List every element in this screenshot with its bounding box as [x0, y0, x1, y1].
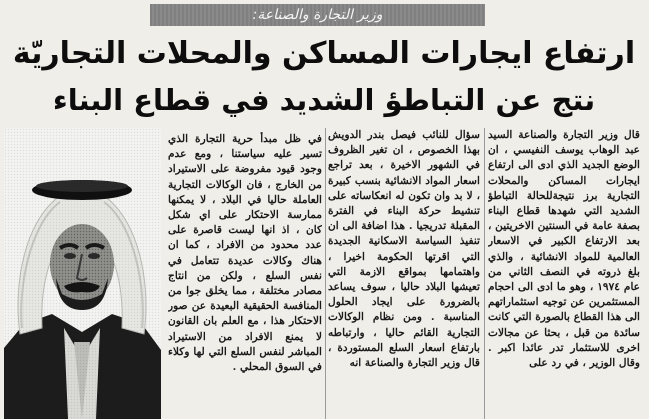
kicker-banner: وزير التجارة والصناعة: [150, 4, 485, 26]
article-column-1 [488, 128, 640, 419]
article-column-2 [328, 128, 480, 419]
minister-portrait-photo [4, 128, 161, 419]
article-text-column-3: في ظل مبدأ حرية التجارة الذي تسير عليه سياستنا ، ومع عدم وجود قيود مفروضة على الاستيراد من الخارج ، فان الوكالات التجارية العاملة حاليا في البلاد ، لا يمكنها ممارسة الاحتكار على اي شكل كان ، اذ انها ليست قاصرة على عدد محدود من الافراد ، كما ان هناك وكالات عديدة تتعامل في نفس السلع ، ولكن من انتاج مصادر مختلفة ، مما يخلق جوا من المنافسة الحقيقية البعيدة عن صور الاحتكار هذا ، مع العلم بان القانون لا يمنع الافراد من الاستيراد المباشر لنفس السلع التي لها وكلاء في السوق المحلي . [168, 133, 322, 374]
headline-line-2: نتج عن التباطؤ الشديد في قطاع البناء [52, 83, 596, 117]
headline-line-1: ارتفاع ايجارات المساكن والمحلات التجاريّة [12, 36, 636, 71]
column-divider [325, 128, 326, 419]
article-text-column-2: سؤال للنائب فيصل بندر الدويش بهذا الخصوص ، ان تغير الظروف في الشهور الاخيرة ، بعد تراجع اسعار المواد الانشائية بنسب كبيرة ، لا بد وان تكون له انعكاساته على تنشيط حركة البناء في الفترة المقبلة تدريجيا . هذا اضافة الى ان تنفيذ السياسة الاسكانية الجديدة التي اقرتها الحكومة اخيرا ، واهتمامها بمواقع الازمة التي تعيشها البلاد حاليا ، سوف يساعد بالضرورة على ايجاد الحلول المناسبة . ومن نظام الوكالات التجارية القائم حاليا ، وارتباطه بارتفاع اسعار السلع المستوردة ، قال وزير التجارة والصناعة انه [328, 129, 480, 370]
column-divider [484, 128, 485, 419]
article-column-3 [168, 132, 322, 419]
article-text-column-1: قال وزير التجارة والصناعة السيد عبد الوهاب يوسف النفيسي ، ان الوضع الجديد الذي ادى الى ارتفاع ايجارات المساكن والمحلات التجارية برز نتيجةللحالة التباطؤ الشديد التي شهدها قطاع البناء بصفة عامة في السنتين الاخريتين ، بعد الارتفاع الكبير في الاسعار العالمية للمواد الانشائية ، والذي بلغ ذروته في النصف الثاني من عام ١٩٧٤ ، وهو ما ادى الى احجام المستثمرين عن توجيه استثماراتهم الى هذا القطاع بالصورة التي كانت سائدة من قبل ، بحثا عن مجالات اخرى للاستثمار تدر عائدا اكبر . وقال الوزير ، في رد على [488, 129, 640, 370]
portrait-illustration [4, 128, 161, 419]
